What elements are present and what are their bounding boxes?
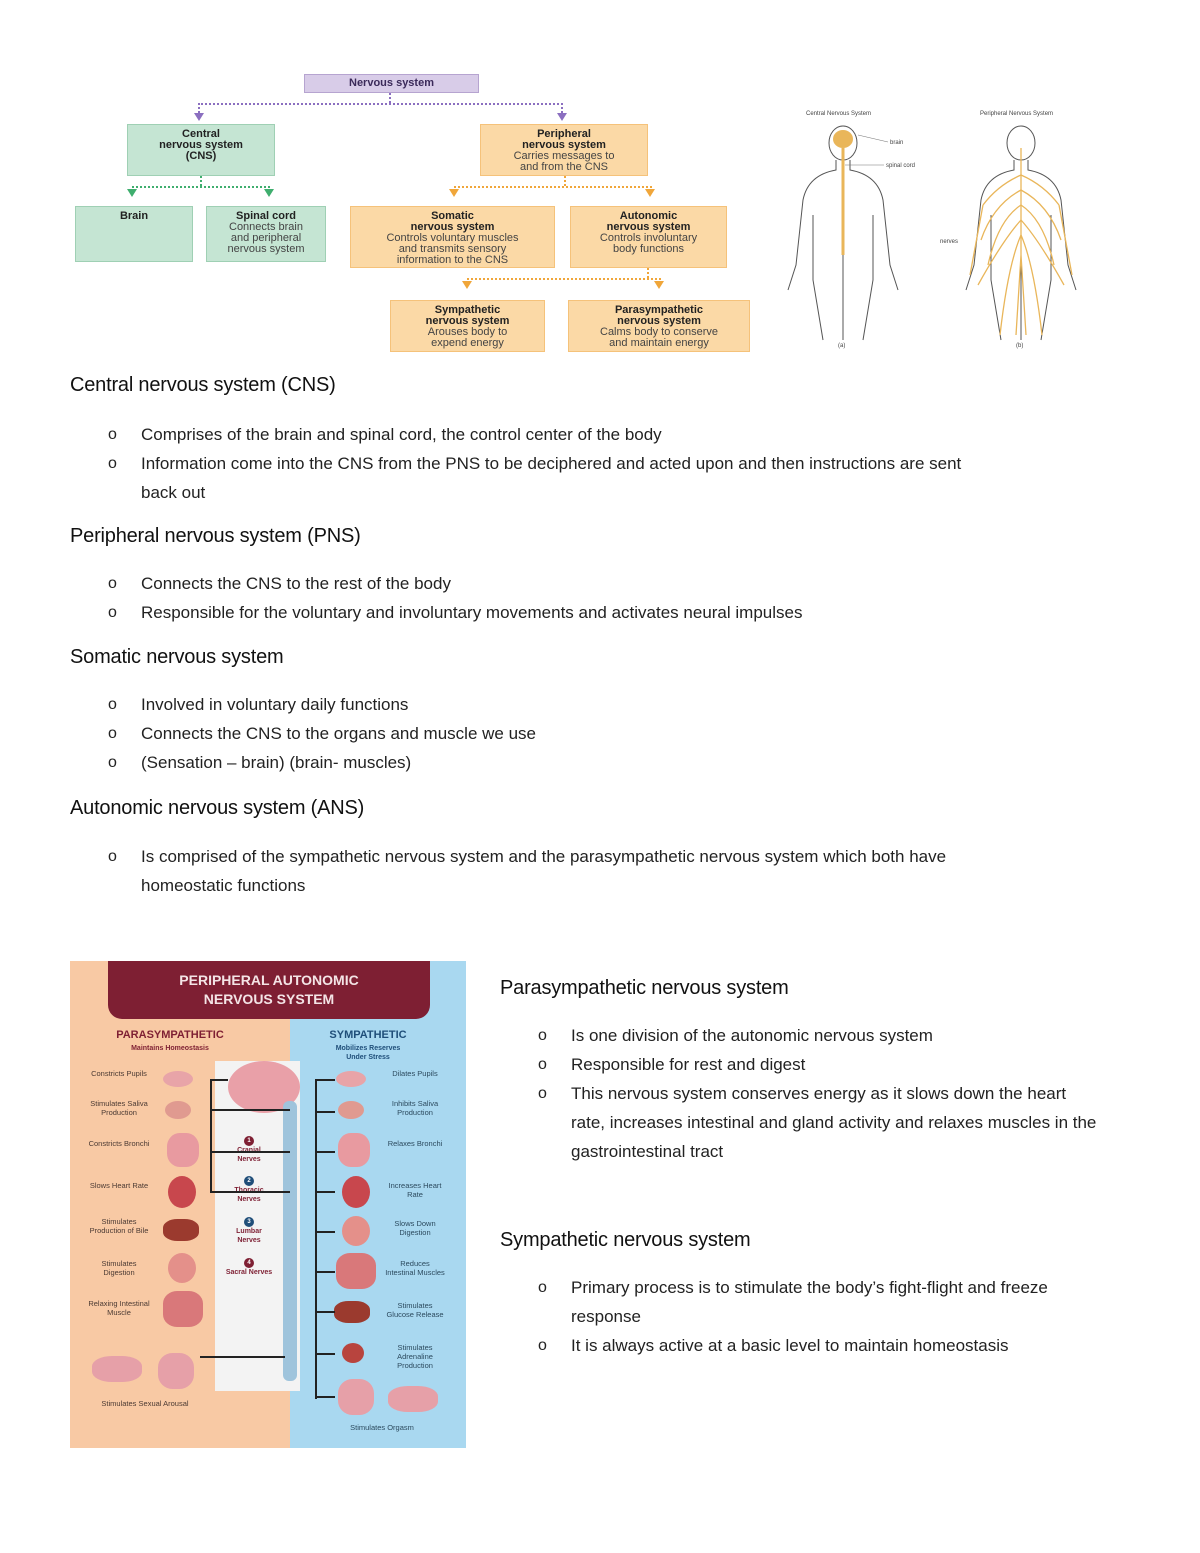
cns-figure-title: Central Nervous System — [806, 111, 872, 117]
chart-root-box — [304, 74, 479, 93]
list-item: o Comprises of the brain and spinal cord, the control center of the body — [70, 420, 1170, 449]
cns-line2: nervous system — [159, 139, 243, 151]
autonomic-desc1: Controls involuntary — [599, 232, 698, 244]
symp-effect-label: Inhibits Saliva Production — [391, 1099, 439, 1117]
list-item: o Connects the CNS to the organs and muscle we use — [70, 719, 1170, 748]
arrow-icon — [645, 189, 655, 197]
nerve-line — [315, 1079, 317, 1399]
nerve-line — [210, 1109, 290, 1111]
chart-pns-box — [480, 124, 648, 176]
arrow-icon — [264, 189, 274, 197]
nerve-line — [315, 1111, 335, 1113]
cns-list — [70, 420, 1170, 507]
somatic-line2: nervous system — [410, 221, 495, 233]
symp-effect-label: Stimulates Glucose Release — [386, 1301, 444, 1319]
list-item: o This nervous system conserves energy as it slows down the heart — [500, 1079, 1190, 1108]
symp-effect-label: Dilates Pupils — [392, 1069, 438, 1078]
connector — [389, 93, 391, 103]
symp-effect-label: Increases Heart Rate — [388, 1181, 442, 1199]
ans-heading: Autonomic nervous system (ANS) — [70, 797, 365, 819]
chart-brain-box — [75, 206, 193, 262]
somatic-heading: Somatic nervous system — [70, 646, 284, 668]
connector — [561, 103, 563, 113]
nerve-line — [315, 1151, 335, 1153]
heart-icon — [342, 1176, 370, 1208]
stomach-icon — [342, 1216, 370, 1246]
sympathetic-desc2: expend energy — [431, 337, 504, 349]
connector — [198, 103, 563, 105]
somatic-desc2: and transmits sensory — [398, 243, 507, 255]
somatic-line1: Somatic — [431, 210, 474, 222]
arrow-icon — [449, 189, 459, 197]
autonomic-poster — [70, 961, 466, 1448]
kidney-icon — [342, 1343, 364, 1363]
poster-title-line2: NERVOUS SYSTEM — [203, 991, 335, 1007]
pns-heading: Peripheral nervous system (PNS) — [70, 525, 361, 547]
list-item: o Is one division of the autonomic nervous system — [500, 1021, 1190, 1050]
male-reproductive-icon — [158, 1353, 194, 1389]
nerve-line — [315, 1353, 335, 1355]
figure-a-label: (a) — [838, 343, 846, 349]
spinal-cord-label: spinal cord — [886, 163, 916, 169]
pns-desc1: Carries messages to — [513, 150, 615, 162]
sympathetic-line2: nervous system — [425, 315, 510, 327]
symp-effect-label: Stimulates Adrenaline Production — [397, 1343, 433, 1370]
sympathetic-line1: Sympathetic — [434, 304, 501, 316]
list-item: o Responsible for the voluntary and involuntary movements and activates neural impulses — [70, 598, 1170, 627]
salivary-gland-icon — [338, 1101, 364, 1119]
symp-effect-label: Relaxes Bronchi — [387, 1139, 443, 1148]
pns-figure-title: Peripheral Nervous System — [980, 111, 1054, 117]
list-item: o Responsible for rest and digest — [500, 1050, 1190, 1079]
female-reproductive-icon — [92, 1356, 142, 1382]
connector — [200, 176, 202, 186]
autonomic-line2: nervous system — [606, 221, 691, 233]
sympathetic-sub2: Under Stress — [346, 1054, 390, 1061]
spinal-desc3: nervous system — [227, 243, 305, 255]
connector — [454, 186, 652, 188]
para-effect-label: Stimulates Sexual Arousal — [101, 1399, 189, 1408]
chart-spinal-box — [206, 206, 326, 262]
nerve-number: 4 — [244, 1258, 254, 1268]
list-item-continuation: back out — [141, 483, 206, 502]
list-item-continuation: rate, increases intestinal and gland activity and relaxes muscles in the — [571, 1113, 1097, 1132]
list-item: o (Sensation – brain) (brain- muscles) — [70, 748, 1170, 777]
chart-somatic-box — [350, 206, 555, 268]
para-effect-label: Constricts Pupils — [91, 1069, 147, 1078]
nerve-number: 2 — [244, 1176, 254, 1186]
eye-icon — [163, 1071, 193, 1087]
para-effect-label: Constricts Bronchi — [88, 1139, 150, 1148]
nerve-line — [210, 1191, 290, 1193]
pns-line1: Peripheral — [537, 128, 591, 140]
arrow-icon — [654, 281, 664, 289]
parasympathetic-desc2: and maintain energy — [609, 337, 709, 349]
body-figures — [778, 105, 1098, 355]
nerve-label-1 — [225, 1136, 273, 1164]
salivary-gland-icon — [165, 1101, 191, 1119]
eye-icon — [336, 1071, 366, 1087]
somatic-desc1: Controls voluntary muscles — [386, 232, 519, 244]
chart-cns-box — [127, 124, 275, 176]
sympathetic-label: SYMPATHETIC — [329, 1029, 407, 1041]
nerve-line — [210, 1079, 228, 1081]
para-effect-label: Stimulates Production of Bile — [89, 1217, 149, 1235]
sympathetic-heading: Sympathetic nervous system — [500, 1229, 751, 1251]
arrow-icon — [557, 113, 567, 121]
somatic-desc3: information to the CNS — [396, 254, 509, 266]
cns-line3: (CNS) — [185, 150, 217, 162]
spinal-desc2: and peripheral — [230, 232, 302, 244]
nerve-label-3 — [225, 1217, 273, 1245]
intestine-icon — [163, 1291, 203, 1327]
arrow-icon — [194, 113, 204, 121]
list-item: o Primary process is to stimulate the body’s fight-flight and freeze — [500, 1273, 1190, 1302]
parasympathetic-desc1: Calms body to conserve — [600, 326, 718, 338]
spinal-desc1: Connects brain — [229, 221, 303, 233]
parasympathetic-list — [500, 1021, 1190, 1166]
connector — [647, 268, 649, 278]
para-effect-label: Stimulates Digestion — [101, 1259, 137, 1277]
sympathetic-desc1: Arouses body to — [427, 326, 508, 338]
brain-title: Brain — [119, 210, 149, 222]
pns-desc2: and from the CNS — [519, 161, 609, 173]
list-item: o Involved in voluntary daily functions — [70, 690, 1170, 719]
cns-heading: Central nervous system (CNS) — [70, 374, 336, 396]
parasympathetic-line2: nervous system — [617, 315, 701, 327]
body-outline-illustration — [778, 105, 1098, 355]
nervous-system-chart — [70, 68, 760, 358]
sympathetic-list — [500, 1273, 1190, 1360]
nerve-name: Nerves — [237, 1196, 261, 1203]
figure-b-label: (b) — [1016, 343, 1024, 349]
nerve-number: 3 — [244, 1217, 254, 1227]
intestine-icon — [336, 1253, 376, 1289]
list-item-continuation: gastrointestinal tract — [571, 1142, 724, 1161]
connector — [132, 186, 270, 188]
stomach-icon — [168, 1253, 196, 1283]
autonomic-desc2: body functions — [613, 243, 684, 255]
ans-list — [70, 842, 1170, 900]
liver-icon — [334, 1301, 370, 1323]
nerve-line — [210, 1151, 290, 1153]
parasympathetic-sub: Maintains Homeostasis — [131, 1045, 209, 1052]
poster-banner — [108, 961, 430, 1019]
nerve-number: 1 — [244, 1136, 254, 1146]
connector — [198, 103, 200, 113]
parasympathetic-label: PARASYMPATHETIC — [116, 1029, 224, 1041]
nerve-line — [210, 1079, 212, 1191]
nerve-line — [315, 1311, 335, 1313]
spine-icon — [283, 1101, 297, 1381]
arrow-icon — [462, 281, 472, 289]
nerve-line — [315, 1231, 335, 1233]
somatic-list — [70, 690, 1170, 777]
nerves-label: nerves — [940, 239, 959, 245]
spinal-title: Spinal cord — [236, 210, 296, 222]
autonomic-line1: Autonomic — [619, 210, 678, 222]
list-item: o Is comprised of the sympathetic nervous system and the parasympathetic nervous system which both have — [70, 842, 1170, 871]
para-effect-label: Stimulates Saliva Production — [90, 1099, 148, 1117]
para-effect-label: Relaxing Intestinal Muscle — [88, 1299, 150, 1317]
brain-label: brain — [890, 140, 904, 146]
nerve-line — [315, 1079, 335, 1081]
nerve-line — [315, 1271, 335, 1273]
list-item-continuation: homeostatic functions — [141, 876, 306, 895]
nerve-name: Sacral Nerves — [225, 1269, 273, 1276]
nerve-name: Lumbar Nerves — [236, 1228, 262, 1244]
list-item: o Connects the CNS to the rest of the body — [70, 569, 1170, 598]
liver-icon — [163, 1219, 199, 1241]
parasympathetic-line1: Parasympathetic — [614, 304, 704, 316]
poster-title-line1: PERIPHERAL AUTONOMIC — [179, 972, 359, 988]
nerve-label-2 — [225, 1176, 273, 1204]
chart-root-label: Nervous system — [349, 77, 434, 89]
parasympathetic-heading: Parasympathetic nervous system — [500, 977, 789, 999]
nerve-line — [315, 1396, 335, 1398]
connector — [467, 278, 661, 280]
arrow-icon — [127, 189, 137, 197]
para-effect-label: Slows Heart Rate — [89, 1181, 149, 1190]
connector — [564, 176, 566, 186]
symp-effect-label: Stimulates Orgasm — [350, 1423, 414, 1432]
chart-sympathetic-box — [390, 300, 545, 352]
list-item: o Information come into the CNS from the PNS to be deciphered and acted upon and then instructions are sent — [70, 449, 1170, 478]
lungs-icon — [338, 1133, 370, 1167]
sympathetic-sub1: Mobilizes Reserves — [335, 1045, 401, 1052]
heart-icon — [168, 1176, 196, 1208]
pns-list — [70, 569, 1170, 627]
list-item: o It is always active at a basic level to maintain homeostasis — [500, 1331, 1190, 1360]
female-reproductive-icon — [388, 1386, 438, 1412]
nerve-line — [200, 1356, 285, 1358]
nerve-line — [315, 1191, 335, 1193]
lungs-icon — [167, 1133, 199, 1167]
nerve-name: Nerves — [237, 1156, 261, 1163]
symp-effect-label: Reduces Intestinal Muscles — [385, 1259, 445, 1277]
cns-line1: Central — [182, 128, 220, 140]
chart-parasympathetic-box — [568, 300, 750, 352]
male-reproductive-icon — [338, 1379, 374, 1415]
pns-line2: nervous system — [522, 139, 606, 151]
chart-autonomic-box — [570, 206, 727, 268]
symp-effect-label: Slows Down Digestion — [394, 1219, 436, 1237]
nerve-label-4 — [225, 1258, 273, 1277]
list-item-continuation: response — [571, 1307, 641, 1326]
